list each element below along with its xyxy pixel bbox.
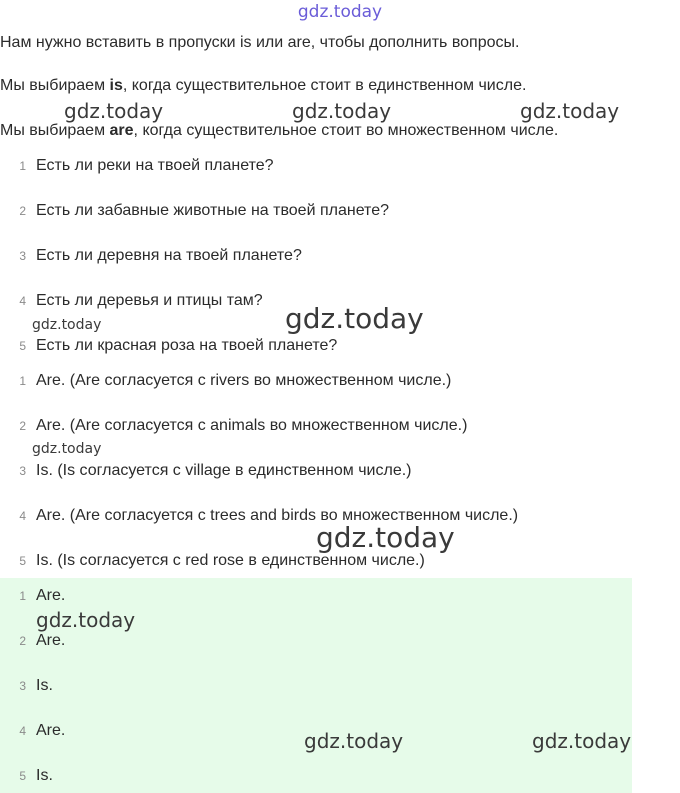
question-number: 2 bbox=[19, 204, 26, 218]
answer-number: 2 bbox=[19, 634, 26, 648]
explanation-number: 3 bbox=[19, 464, 26, 478]
watermark: gdz.today bbox=[520, 99, 620, 123]
answer-number: 5 bbox=[19, 769, 26, 783]
watermark: gdz.today bbox=[316, 521, 455, 554]
question-item bbox=[0, 334, 337, 358]
question-item bbox=[0, 154, 274, 178]
explanation-number: 1 bbox=[19, 374, 26, 388]
answer-item bbox=[0, 674, 53, 698]
question-number: 4 bbox=[19, 294, 26, 308]
question-item bbox=[0, 199, 389, 223]
answer-item bbox=[0, 719, 65, 743]
explanation-number: 2 bbox=[19, 419, 26, 433]
answer-item bbox=[0, 764, 53, 788]
intro-line-3-post: , когда существительное стоит во множественном числе. bbox=[133, 122, 559, 139]
answer-text: Are. bbox=[36, 587, 66, 604]
watermark: gdz.today bbox=[532, 729, 632, 753]
explanation-item bbox=[0, 459, 412, 483]
question-text: Есть ли деревья и птицы там? bbox=[36, 292, 263, 309]
question-item bbox=[0, 289, 263, 313]
watermark: gdz.today bbox=[64, 99, 164, 123]
question-number: 3 bbox=[19, 249, 26, 263]
site-title[interactable]: gdz.today bbox=[297, 2, 383, 22]
intro-line-3-pre: Мы выбираем bbox=[0, 122, 110, 139]
question-number: 1 bbox=[19, 159, 26, 173]
explanation-number: 4 bbox=[19, 509, 26, 523]
intro-line-3 bbox=[0, 122, 558, 140]
explanation-text: Is. (Is согласуется с red rose в единственном числе.) bbox=[36, 552, 425, 569]
intro-line-1: Нам нужно вставить в пропуски is или are, чтобы дополнить вопросы. bbox=[0, 34, 520, 51]
watermark: gdz.today bbox=[36, 608, 136, 632]
watermark: gdz.today bbox=[32, 317, 102, 333]
watermark: gdz.today bbox=[292, 99, 392, 123]
answer-text: Are. bbox=[36, 722, 66, 739]
explanation-item bbox=[0, 369, 451, 393]
question-text: Есть ли красная роза на твоей планете? bbox=[36, 337, 338, 354]
question-text: Есть ли забавные животные на твоей планете? bbox=[36, 202, 389, 219]
intro-line-2-pre: Мы выбираем bbox=[0, 77, 110, 94]
answer-number: 1 bbox=[19, 589, 26, 603]
explanation-text: Are. (Are согласуется с animals во множественном числе.) bbox=[36, 417, 468, 434]
explanation-text: Are. (Are согласуется с rivers во множественном числе.) bbox=[36, 372, 452, 389]
question-item bbox=[0, 244, 302, 268]
intro-line-3-bold: are bbox=[109, 122, 134, 139]
answer-number: 3 bbox=[19, 679, 26, 693]
watermark: gdz.today bbox=[285, 302, 424, 335]
explanation-text: Are. (Are согласуется с trees and birds во множественном числе.) bbox=[36, 507, 519, 524]
answer-number: 4 bbox=[19, 724, 26, 738]
explanation-number: 5 bbox=[19, 554, 26, 568]
answer-text: Is. bbox=[36, 677, 53, 694]
answer-text: Is. bbox=[36, 767, 53, 784]
watermark: gdz.today bbox=[32, 441, 102, 457]
watermark: gdz.today bbox=[304, 729, 404, 753]
explanation-item bbox=[0, 414, 467, 438]
intro-line-2-post: , когда существительное стоит в единственном числе. bbox=[122, 77, 527, 94]
answer-item bbox=[0, 584, 65, 608]
answer-text: Are. bbox=[36, 632, 66, 649]
question-number: 5 bbox=[19, 339, 26, 353]
explanation-text: Is. (Is согласуется с village в единственном числе.) bbox=[36, 462, 412, 479]
question-text: Есть ли реки на твоей планете? bbox=[36, 157, 274, 174]
intro-line-2-bold: is bbox=[109, 77, 123, 94]
answer-item bbox=[0, 629, 65, 653]
intro-line-2 bbox=[0, 77, 526, 95]
question-text: Есть ли деревня на твоей планете? bbox=[36, 247, 302, 264]
